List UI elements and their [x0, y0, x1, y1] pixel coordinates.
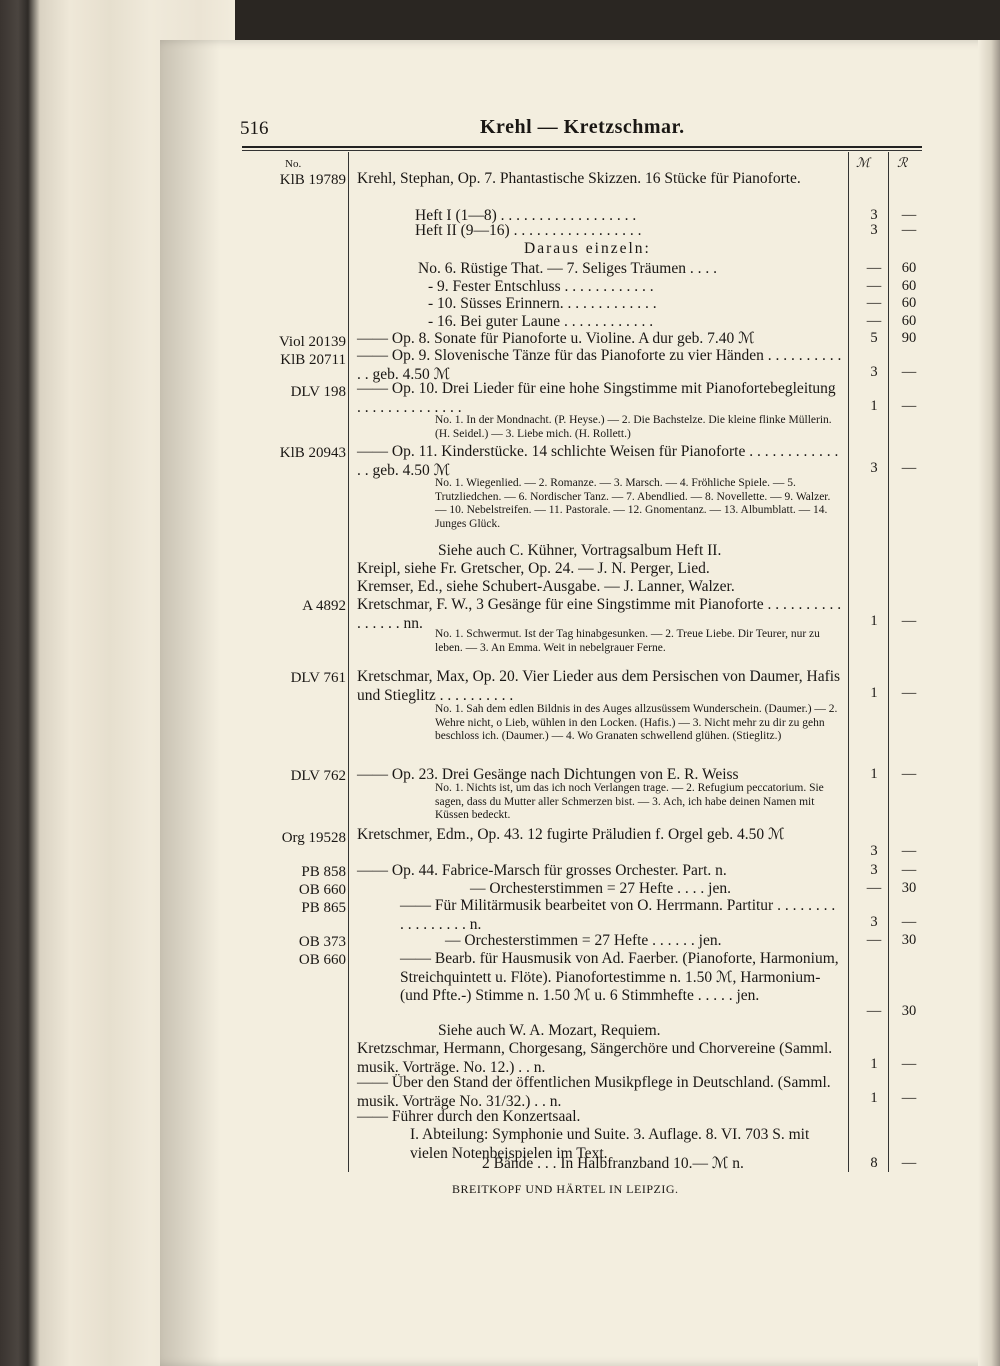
entry-kreipl: Kreipl, siehe Fr. Gretscher, Op. 24. — J. N. Perger, Lied. — [357, 560, 710, 577]
pf-column-label: ℛ — [897, 155, 908, 170]
entry-no10: - 10. Süsses Erinnern. . . . . . . . . . . . . — [428, 295, 657, 312]
catalog-number: KlB 19789 — [279, 172, 346, 188]
catalog-number: OB 660 — [298, 882, 346, 898]
price-mark: 1 — [870, 1056, 878, 1072]
price-mark: 1 — [870, 398, 878, 414]
price-pf: — — [901, 862, 917, 878]
entry-musikpflege: —— Über den Stand der öffentlichen Musikpflege in Deutschland. (Samml. musik. Vorträge No. 31/32.) . . n. — [357, 1074, 831, 1110]
entry-hausmusik: —— Bearb. für Hausmusik von Ad. Faerber. (Pianoforte, Harmonium, Streichquintett u. Flöte). Pianofortestimme n. 1.50 ℳ, Harmonium- (und Pfte.-) Stimme n. 1.50 ℳ u. 6 Stimmhefte . . . . . jen. — [400, 950, 839, 1004]
entry-max-songs: No. 1. Sah dem edlen Bildnis in des Auges allzusüssem Wunderschein. (Daumer.) — 2. Wehre nicht, o Lieb, wühlen in den Locken. (Hafis.) — 3. Nicht mehr zu dir zu gehn beschloss ich. (Daumer.) — 4. Wo Granaten schwellend glühen. (Stieglitz.) — [435, 703, 838, 742]
price-mark: 3 — [870, 460, 878, 476]
catalog-number: PB 858 — [301, 864, 346, 880]
entry-op11-pieces: No. 1. Wiegenlied. — 2. Romanze. — 3. Marsch. — 4. Fröhliche Spiele. — 5. Trutzliedchen. — 6. Nordischer Tanz. — 7. Abendlied. — 8. Novellette. — 9. Walzer. — 10. Nebelstreifen. — 11. Pastorale. — 12. Gnomentanz. — 13. Albumblatt. — 14. Junges Glück. — [435, 477, 831, 530]
publisher-footer: BREITKOPF UND HÄRTEL IN LEIPZIG. — [452, 1182, 679, 1196]
catalog-number: OB 660 — [298, 952, 346, 968]
entry-kretzschmar-hermann: Kretzschmar, Hermann, Chorgesang, Sängerchöre und Chorvereine (Samml. musik. Vorträge. No. 12.) . . n. — [357, 1040, 833, 1076]
catalog-number: OB 373 — [298, 934, 346, 950]
entry-kretschmer-edm: Kretschmer, Edm., Op. 43. 12 fugirte Präludien f. Orgel geb. 4.50 ℳ — [357, 826, 785, 843]
catalog-number: A 4892 — [302, 598, 346, 614]
no-column-label: No. — [285, 158, 302, 170]
price-mark: 3 — [870, 914, 878, 930]
entry-militaer-parts: — Orchesterstimmen = 27 Hefte . . . . . . jen. — [445, 932, 722, 949]
price-mark: 3 — [870, 207, 878, 223]
right-page-edge — [978, 40, 1000, 1366]
entry-no16: - 16. Bei guter Laune . . . . . . . . . . . . — [428, 313, 654, 330]
entry-op8: —— Op. 8. Sonate für Pianoforte u. Violine. A dur geb. 7.40 ℳ — [357, 330, 755, 347]
price-pf: — — [901, 766, 917, 782]
price-mark: — — [866, 260, 882, 276]
entry-op11: —— Op. 11. Kinderstücke. 14 schlichte Weisen für Pianoforte . . . . . . . . . . . . . . geb. 4.50 ℳ — [357, 443, 839, 479]
entry-max-op23: —— Op. 23. Drei Gesänge nach Dichtungen von E. R. Weiss — [357, 766, 739, 783]
price-pf: — — [901, 914, 917, 930]
catalog-number: DLV 762 — [290, 768, 346, 784]
price-mark: — — [866, 313, 882, 329]
catalog-number: Org 19528 — [281, 830, 346, 846]
price-mark: 3 — [870, 862, 878, 878]
entry-op23-songs: No. 1. Nichts ist, um das ich noch Verlangen trage. — 2. Refugium peccatorium. Sie sagen, dass du Mutter aller Schmerzen bist. — 3. Ach, ich habe deinen Namen mit Küssen bedeckt. — [435, 782, 824, 821]
price-mark: 1 — [870, 613, 878, 629]
price-pf: — — [901, 207, 917, 223]
entry-kretschmar-max: Kretschmar, Max, Op. 20. Vier Lieder aus dem Persischen von Daumer, Hafis und Stieglitz . . . . . . . . . . — [357, 668, 841, 704]
price-pf: 60 — [901, 260, 917, 276]
entry-daraus: Daraus einzeln: — [524, 240, 651, 257]
price-pf: 30 — [901, 880, 917, 896]
entry-no6: No. 6. Rüstige That. — 7. Seliges Träumen . . . . — [418, 260, 717, 277]
entry-heft-1: Heft I (1—8) . . . . . . . . . . . . . . . . . . — [415, 207, 637, 224]
price-mark: — — [866, 1003, 882, 1019]
catalog-number: DLV 761 — [290, 670, 346, 686]
catalog-number: KlB 20711 — [280, 352, 346, 368]
entry-heft-2: Heft II (9—16) . . . . . . . . . . . . . . . . . — [415, 222, 642, 239]
price-mark: 3 — [870, 222, 878, 238]
column-divider-pf — [888, 152, 889, 1172]
entry-fw-songs: No. 1. Schwermut. Ist der Tag hinabgesunken. — 2. Treue Liebe. Dir Teurer, nur zu leben. — 3. An Emma. Weit in nebelgrauer Ferne. — [435, 628, 820, 654]
entry-abteilung: I. Abteilung: Symphonie und Suite. 3. Auflage. 8. VI. 703 S. mit vielen Notenbeispielen im Text. — [410, 1126, 810, 1162]
entry-siehe-mozart: Siehe auch W. A. Mozart, Requiem. — [438, 1022, 661, 1039]
page-number: 516 — [240, 118, 269, 139]
column-divider-catalog — [348, 152, 349, 1172]
entry-op10: —— Op. 10. Drei Lieder für eine hohe Singstimme mit Pianofortebegleitung . . . . . . . . . . . . . . — [357, 380, 836, 416]
entry-op10-songs: No. 1. In der Mondnacht. (P. Heyse.) — 2. Die Bachstelze. Die kleine flinke Müllerin. (H. Seidel.) — 3. Liebe mich. (H. Rollett.) — [435, 414, 832, 440]
price-pf: 30 — [901, 1003, 917, 1019]
entry-op9: —— Op. 9. Slovenische Tänze für das Pianoforte zu vier Händen . . . . . . . . . . . . geb. 4.50 ℳ — [357, 347, 842, 383]
price-pf: — — [901, 1056, 917, 1072]
price-pf: — — [901, 613, 917, 629]
page-title: Krehl — Kretzschmar. — [480, 116, 685, 138]
catalog-number: DLV 198 — [290, 384, 346, 400]
price-pf: — — [901, 364, 917, 380]
price-pf: 60 — [901, 295, 917, 311]
price-pf: — — [901, 460, 917, 476]
price-pf: — — [901, 1090, 917, 1106]
entry-baende: 2 Bände . . . In Halbfranzband 10.— ℳ n. — [482, 1155, 744, 1172]
price-mark: 1 — [870, 766, 878, 782]
price-pf: — — [901, 843, 917, 859]
entry-op44-parts: — Orchesterstimmen = 27 Hefte . . . . jen. — [470, 880, 731, 897]
catalog-number: PB 865 — [301, 900, 346, 916]
price-pf: 60 — [901, 313, 917, 329]
binding-shadow — [160, 40, 220, 1366]
entry-konzertsaal: —— Führer durch den Konzertsaal. — [357, 1108, 581, 1125]
price-mark: 8 — [870, 1155, 878, 1171]
price-pf: — — [901, 398, 917, 414]
entry-krehl-op7: Krehl, Stephan, Op. 7. Phantastische Skizzen. 16 Stücke für Pianoforte. — [357, 170, 801, 187]
entry-kremser: Kremser, Ed., siehe Schubert-Ausgabe. — J. Lanner, Walzer. — [357, 578, 735, 595]
price-pf: — — [901, 1155, 917, 1171]
price-mark: 1 — [870, 1090, 878, 1106]
entry-siehe-kuehner: Siehe auch C. Kühner, Vortragsalbum Heft II. — [438, 542, 722, 559]
column-divider-mark — [848, 152, 849, 1172]
catalog-number: KlB 20943 — [279, 445, 346, 461]
price-mark: 1 — [870, 685, 878, 701]
price-mark: — — [866, 278, 882, 294]
header-rule — [242, 146, 922, 148]
price-mark: 5 — [870, 330, 878, 346]
price-pf: 30 — [901, 932, 917, 948]
entry-kretschmar-fw: Kretschmar, F. W., 3 Gesänge für eine Singstimme mit Pianoforte . . . . . . . . . . . . . . . . nn. — [357, 596, 842, 632]
price-pf: 90 — [901, 330, 917, 346]
price-pf: 60 — [901, 278, 917, 294]
entry-militaer: —— Für Militärmusik bearbeitet von O. Herrmann. Partitur . . . . . . . . . . . . . . . . . n. — [400, 897, 836, 933]
price-pf: — — [901, 685, 917, 701]
price-pf: — — [901, 222, 917, 238]
mark-column-label: ℳ — [856, 155, 870, 170]
price-mark: — — [866, 880, 882, 896]
price-mark: — — [866, 932, 882, 948]
entry-op44: —— Op. 44. Fabrice-Marsch für grosses Orchester. Part. n. — [357, 862, 727, 879]
price-mark: 3 — [870, 364, 878, 380]
entry-no9: - 9. Fester Entschluss . . . . . . . . . . . . — [428, 278, 654, 295]
price-mark: 3 — [870, 843, 878, 859]
catalog-number: Viol 20139 — [278, 334, 346, 350]
price-mark: — — [866, 295, 882, 311]
header-rule-thin — [242, 150, 922, 151]
